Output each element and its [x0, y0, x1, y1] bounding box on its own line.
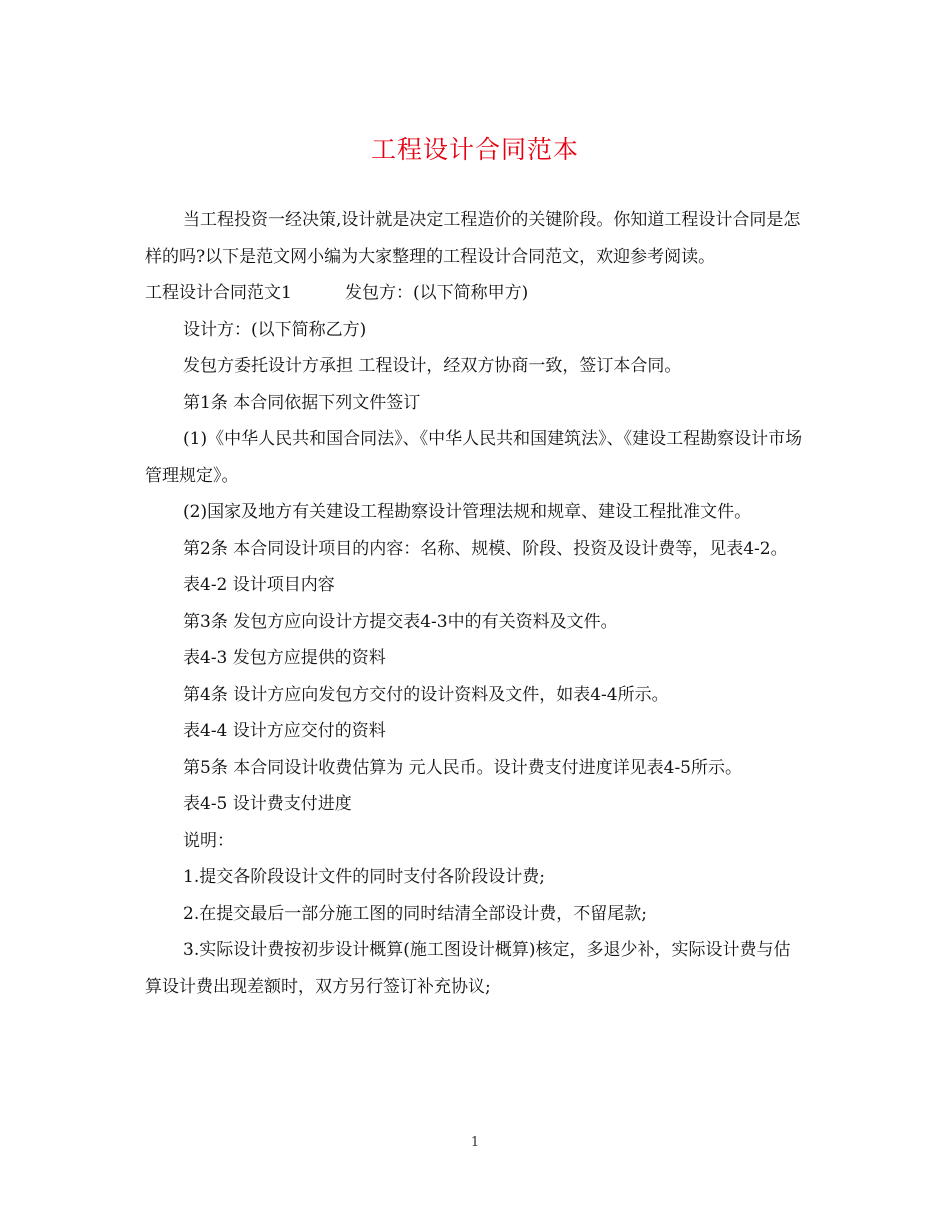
party-b-line: 设计方：(以下简称乙方)	[183, 319, 367, 340]
document-body	[145, 202, 805, 1005]
note-1: 1.提交各阶段设计文件的同时支付各阶段设计费;	[183, 867, 545, 887]
contract-heading: 工程设计合同范文1	[145, 283, 292, 303]
article-4: 第4条 设计方应向发包方交付的设计资料及文件，如表4-4所示。	[183, 684, 669, 705]
contract-heading-line	[145, 275, 805, 312]
table-4-3-caption: 表4-3 发包方应提供的资料	[183, 648, 386, 668]
note-2: 2.在提交最后一部分施工图的同时结清全部设计费，不留尾款;	[183, 903, 647, 924]
article-3: 第3条 发包方应向设计方提交表4-3中的有关资料及文件。	[183, 611, 618, 632]
page-number: 1	[470, 1135, 480, 1150]
article-5: 第5条 本合同设计收费估算为 元人民币。设计费支付进度详见表4-5所示。	[183, 757, 742, 778]
article-1-item-2: (2)国家及地方有关建设工程勘察设计管理法规和规章、建设工程批准文件。	[183, 502, 752, 522]
article-1-item-1: (1)《中华人民共和国合同法》、《中华人民共和国建筑法》、《建设工程勘察设计市场管理规定》。	[145, 429, 803, 486]
document-title: 工程设计合同范本	[370, 135, 579, 164]
party-a-line: 发包方：(以下简称甲方)	[345, 283, 529, 303]
table-4-2-caption: 表4-2 设计项目内容	[183, 575, 335, 595]
table-4-5-caption: 表4-5 设计费支付进度	[183, 794, 352, 814]
article-2: 第2条 本合同设计项目的内容：名称、规模、阶段、投资及设计费等，见表4-2。	[183, 538, 788, 559]
note-3: 3.实际设计费按初步设计概算(施工图设计概算)核定，多退少补，实际设计费与估算设计费出现差额时，双方另行签订补充协议;	[145, 940, 791, 997]
article-1-heading: 第1条 本合同依据下列文件签订	[183, 392, 421, 413]
notes-heading: 说明：	[183, 830, 234, 851]
agreement-paragraph: 发包方委托设计方承担 工程设计，经双方协商一致，签订本合同。	[183, 356, 682, 376]
table-4-4-caption: 表4-4 设计方应交付的资料	[183, 721, 386, 741]
intro-paragraph: 当工程投资一经决策,设计就是决定工程造价的关键阶段。你知道工程设计合同是怎样的吗?以下是范文网小编为大家整理的工程设计合同范文，欢迎参考阅读。	[145, 210, 801, 267]
